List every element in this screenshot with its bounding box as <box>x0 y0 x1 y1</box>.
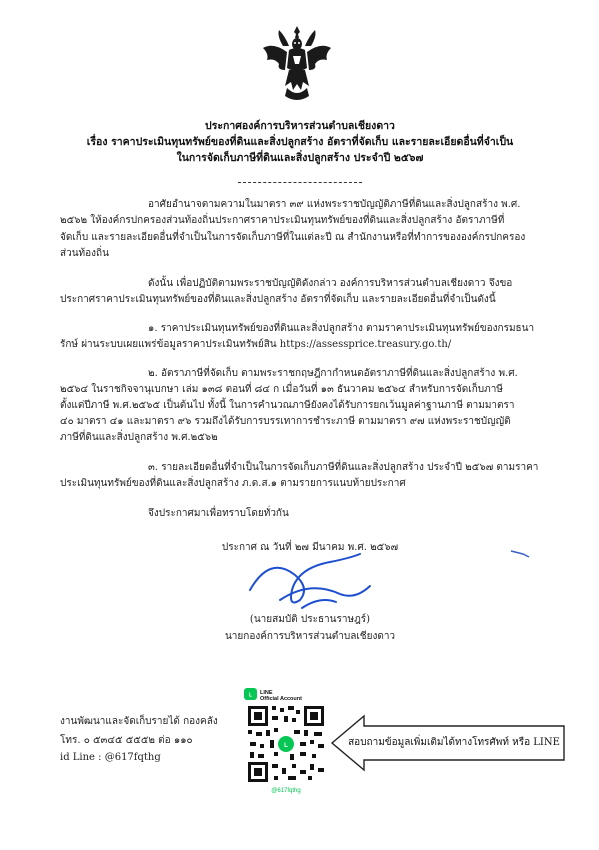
line-qr-block[interactable] <box>244 688 328 796</box>
text-line: ๔๐ มาตรา ๔๑ และมาตรา ๙๖ รวมถึงได้รับการบรรเทาการชำระภาษี ตามมาตรา ๙๗ แห่งพระราชบัญญัติ <box>60 416 511 427</box>
title-divider <box>238 182 362 183</box>
text-line: ๓. รายละเอียดอื่นที่จำเป็นในการจัดเก็บภาษีที่ดินและสิ่งปลูกสร้าง ประจำปี ๒๕๖๗ ตามราคา <box>148 462 539 473</box>
signatory-name: (นายสมบัติ ประธานราษฎร์) <box>249 614 371 625</box>
text-line: ๑. ราคาประเมินทุนทรัพย์ของที่ดินและสิ่งปลูกสร้าง ตามราคาประเมินทุนทรัพย์ของกรมธนา <box>148 323 535 334</box>
pen-stroke-icon <box>509 549 531 559</box>
text-line: ๒๕๖๔ ในราชกิจจานุเบกษา เล่ม ๑๓๘ ตอนที่ ๘๔ ก เมื่อวันที่ ๑๓ ธันวาคม ๒๕๖๔ สำหรับการจัดเก็บภาษี <box>60 384 503 395</box>
announcement-issuer: ประกาศองค์การบริหารส่วนตำบลเชียงดาว <box>205 120 395 132</box>
qr-caption: @617fqthg <box>271 788 301 794</box>
contact-department: งานพัฒนาและจัดเก็บรายได้ กองคลัง <box>60 716 218 727</box>
svg-text:L: L <box>248 692 253 699</box>
announcement-subject: เรื่อง ราคาประเมินทุนทรัพย์ของที่ดินและสิ่งปลูกสร้าง อัตราที่จัดเก็บ และรายละเอียดอื่นที่จำเป็น <box>86 136 514 148</box>
signatory-position: นายกองค์การบริหารส่วนตำบลเชียงดาว <box>224 631 396 642</box>
text-line: ประกาศราคาประเมินทุนทรัพย์ของที่ดินและสิ่งปลูกสร้าง อัตราที่จัดเก็บ และรายละเอียดอื่นที่จำเป็นดังนี้ <box>60 294 496 305</box>
garuda-emblem-icon <box>259 24 335 104</box>
announcement-date: ประกาศ ณ วันที่ ๒๗ มีนาคม พ.ศ. ๒๕๖๗ <box>221 542 399 553</box>
line-qr-graphic <box>244 688 328 796</box>
contact-line-id: id Line : @617fqthg <box>60 752 161 763</box>
text-line: จัดเก็บ และรายละเอียดอื่นที่จำเป็นในการจัดเก็บภาษีที่ในแต่ละปี ณ สำนักงานหรือที่ทำการขององค์กรปกครอง <box>60 232 526 243</box>
text-line: ประเมินทุนทรัพย์ของที่ดินและสิ่งปลูกสร้าง ภ.ด.ส.๑ ตามรายการแนบท้ายประกาศ <box>60 478 406 489</box>
callout-text: สอบถามข้อมูลเพิ่มเติมได้ทางโทรศัพท์ หรือ LINE <box>348 737 560 748</box>
line-subtitle: Official Account <box>260 696 302 702</box>
text-line: ส่วนท้องถิ่น <box>60 248 109 259</box>
text-line: ๒๕๖๒ ให้องค์กรปกครองส่วนท้องถิ่นประกาศราคาประเมินทุนทรัพย์ของที่ดินและสิ่งปลูกสร้าง อัตราภาษีที่ <box>60 215 505 226</box>
svg-text:L: L <box>284 743 288 749</box>
contact-phone: โทร. ๐ ๕๓๔๕ ๕๕๕๒ ต่อ ๑๑๐ <box>60 735 193 746</box>
announcement-subject-cont: ในการจัดเก็บภาษีที่ดินและสิ่งปลูกสร้าง ประจำปี ๒๕๖๗ <box>176 152 424 164</box>
signature-icon <box>240 550 380 612</box>
closing-statement: จึงประกาศมาเพื่อทราบโดยทั่วกัน <box>148 508 289 519</box>
text-line: ดังนั้น เพื่อปฏิบัติตามพระราชบัญญัติดังกล่าว องค์การบริหารส่วนตำบลเชียงดาว จึงขอ <box>148 278 513 289</box>
text-line: ตั้งแต่ปีภาษี พ.ศ.๒๕๖๕ เป็นต้นไป ทั้งนี้ ในการคำนวณภาษียังคงได้รับการยกเว้นมูลค่าฐานภาษี ตามมาตรา <box>60 400 515 411</box>
line-brand: LINE <box>260 690 273 696</box>
text-line: อาศัยอำนาจตามความในมาตรา ๓๙ แห่งพระราชบัญญัติภาษีที่ดินและสิ่งปลูกสร้าง พ.ศ. <box>148 199 521 210</box>
text-line: รักษ์ ผ่านระบบเผยแพร่ข้อมูลราคาประเมินทรัพย์สิน https://assessprice.treasury.go.th/ <box>60 339 452 350</box>
text-line: ภาษีที่ดินและสิ่งปลูกสร้าง พ.ศ.๒๕๖๒ <box>60 432 218 443</box>
text-line: ๒. อัตราภาษีที่จัดเก็บ ตามพระราชกฤษฎีกากำหนดอัตราภาษีที่ดินและสิ่งปลูกสร้าง พ.ศ. <box>148 368 518 379</box>
